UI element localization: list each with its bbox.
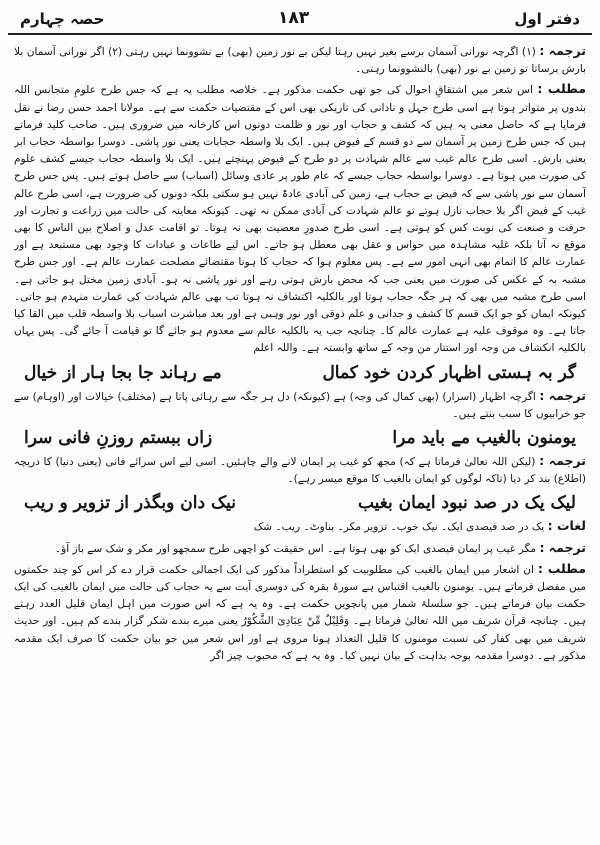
commentary-text: ان اشعار میں ایمان بالغیب کی مطلوبیت کو استطراداً مذکور کی ایک اجمالی حکمت قرار دے کر اس کو چند حکمتوں میں مفصل فرماتے ہیں۔ یومنون بالغیب اقتباس ہے سورۂ بقرہ کی دوسری آیت سے یہ حجاب کی حالت میں ایمان بالغیب کی ایک حکمت بیان فرماتے ہیں۔ جو سلسلۂ شمار میں پانچویں حکمت ہے۔ وہ یہ ہے کہ اس صورت میں اہل ایمان قلیل العدد رہتے ہیں۔ چنانچہ قرآن شریف میں اللہ تعالیٰ فرماتا ہے۔ وَقَلِیْلٌ مِّنْ عِبَادِیَ الشَّکُوْرُ یعنی میرے بندے شکر گزار بندے کم ہیں۔ اور حدیث شریف میں بھی کفار کی نسبت مومنوں کا قلیل التعداد ہونا مروی ہے اور اس شعر میں جو بیان حکمت کا صرف ایک مقدمہ مذکور ہے۔ دوسرا مقدمہ بوجہ بداہت کے بیان نہیں کیا۔ وہ یہ ہے کہ محبوب چیز اگر (14, 563, 586, 662)
translation-paragraph-4 (14, 539, 586, 558)
verse-couplet-3 (24, 491, 576, 516)
translation-text: (لیکن اللہ تعالیٰ فرماتا ہے کہ) مجھ کو غیب پر ایمان لانے والے چاہئیں۔ اسی لیے اس سرائے فانی (یعنی دنیا) کا دریچہ (اطلاع) بند کر دیا (تاکہ لوگوں کو ایمان بالغیب کا موقع میسر رہے)۔ (14, 456, 586, 486)
page-body (14, 42, 586, 835)
commentary-label: مطلب : (537, 81, 586, 97)
page-header (8, 6, 592, 34)
translation-label: ترجمہ : (539, 453, 586, 469)
verse-couplet-2 (24, 426, 576, 451)
verse-hemistich-left: نیک دان وبگذر از تزویر و ریب (24, 493, 237, 514)
verse-hemistich-left: مے رہاند جا بجا ہار از خیال (24, 362, 222, 383)
commentary-label: مطلب : (537, 560, 586, 576)
translation-paragraph-2 (14, 387, 586, 423)
translation-paragraph-3 (14, 452, 586, 488)
verse-hemistich-right: گر بہ ہستی اظہار کردن خود کمال (322, 362, 576, 383)
translation-label: ترجمہ : (539, 387, 586, 403)
page-number: ۱۸۳ (278, 8, 310, 28)
vocabulary-text: یک در صد فیصدی ایک۔ نیک خوب۔ تزویر مکر۔ بناوٹ۔ ریب۔ شک (253, 521, 545, 534)
verse-hemistich-right: لیک یک در صد نبود ایمان بغیب (357, 493, 576, 514)
translation-text: (۱) اگرچہ نورانی آسمان برسے بغیر نہیں رہتا لیکن بے نور زمین (بھی) بے نشوونما نہیں رہتی (۲) اگر نورانی آسمان بلا بارش برساتا تو زمین بے نور (بھی) بالنشوونما رہتی۔ (14, 46, 586, 76)
commentary-paragraph-2 (14, 560, 586, 665)
verse-couplet-1 (24, 361, 576, 386)
header-rule (8, 33, 592, 35)
translation-text: اگرچہ اظہار (اسرار) (بھی کمال کی وجہ) ہے (کیونکہ) دل ہر جگہ سے رہائی پاتا ہے (مختلف) خیالات اور (اوہام) سے جو خرابیوں کا سبب بنتے ہیں۔ (14, 390, 586, 420)
translation-paragraph-1 (14, 42, 586, 78)
header-part: حصہ چہارم (20, 10, 105, 28)
commentary-paragraph-1 (14, 80, 586, 357)
translation-text: مگر غیب پر ایمان فیصدی ایک کو بھی ہوتا ہے۔ اس حقیقت کو اچھی طرح سمجھو اور مکر و شک سے باز آؤ۔ (54, 542, 537, 555)
translation-label: ترجمہ : (539, 539, 586, 555)
header-volume: دفتر اول (514, 10, 580, 28)
vocabulary-paragraph (14, 517, 586, 536)
vocabulary-label: لغات : (547, 518, 586, 534)
commentary-text: اس شعر میں اشتقاقِ احوال کی جو تھی حکمت مذکور ہے۔ خلاصہ مطلب یہ ہے کہ جس طرح علومِ متجانس اللہ بندوں پر متواتر ہوتا ہے اسی طرح جہل و نادانی کی تاریکی بھی اس کے مقتضیات حکمت سے ہے۔ مولانا احمد حسن رضا نے نقل فرمایا ہے کہ حاصل معنی یہ ہیں کہ کشف و حجاب اور نور و ظلمت دونوں اس کارخانہ میں ضروری ہیں۔ صاحب کلید فرماتے ہیں کہ جس طرح زمین پر آسمان سے دو قسم کے فیوض ہیں۔ ایک بلا واسطہ حجابات یعنی نور پاشی۔ دوسرا بواسطہ حجاب ابر یعنی بارش۔ اسی طرح عالم غیب سے عالم شہادت پر دو طرح کے فیوض پہنچتے ہیں۔ ایک بلا واسطہ حجاب جیسے کشف علوم کی صورت میں ہوتا ہے۔ دوسرا بواسطہ حجاب جیسے کہ عام طور پر عادی وسائل (اسباب) سے حاصل ہوتے ہیں۔ پس جس طرح آسمان سے نور پاشی سے کہ فیض بے حجاب ہے، زمین کی آبادی عادۃً نہیں ہو سکتی بلکہ دونوں کی ضرورت ہے، اسی طرح عالم غیب کے فیض اگر بلا حجاب نازل ہوتے تو عالم شہادت کی آبادی ممکن نہ تھی۔ کیونکہ معاینہ کی حالت میں زراعت و تجارت اور حرفت و صنعت کی نوبت کس کو ہوتی ہے۔ اسی طرح صدورِ معصیت بھی نہ ہوتا۔ تو اقامت عدل و اصلاح بین الناس کا بھی موقع نہ آتا بلکہ غلبہ مشاہدہ میں حواس و عقل بھی معطل ہو جاتے۔ اس لیے طاعات و عبادات کا وجود بھی مستبعد ہے اور عمارت عالم کا اتمام بھی انہی امور سے ہے۔ پس معلوم ہوا کہ حجاب کا ہونا مقتضائے مصلحت عمارت عالم ہے۔ اور جس طرح مشبہ بہ کے عکس کی صورت میں یعنی جب کہ محض بارش ہوتی رہے اور نور پاشی نہ ہو۔ آبادی زمین مختل ہو جاتی ہے۔ اسی طرح مشبہ میں بھی کہ ہر جگہ حجاب ہوتا اور بالکلیہ اکتشاف نہ ہوتا تب بھی عالم شہادت کی عمارت منہدم ہو جاتی۔ کیونکہ ایمان کو جو ایک قسم کا کشف و جدانی و علم ذوقی اور نور وہبی ہے اور بعد مباشرت اسباب بلا واسطہ قلب میں القا کیا جاتا ہے۔ وہ موقوف علیہ ہے عمارت عالم کا۔ چنانچہ جب یہ بالکلیہ عالم سے معدوم ہو جائے گا تو قیامت آ جائے گی۔ پس یہاں بالکلیہ انکشاف من وجہ اور استتار من وجہ کے ساتھ وابستہ ہے۔ واللہ اعلم (14, 84, 586, 355)
translation-label: ترجمہ : (539, 43, 586, 58)
verse-hemistich-left: زاں ببستم روزنِ فانی سرا (24, 428, 213, 449)
verse-hemistich-right: یومنون بالغیب مے باید مرا (392, 428, 576, 449)
